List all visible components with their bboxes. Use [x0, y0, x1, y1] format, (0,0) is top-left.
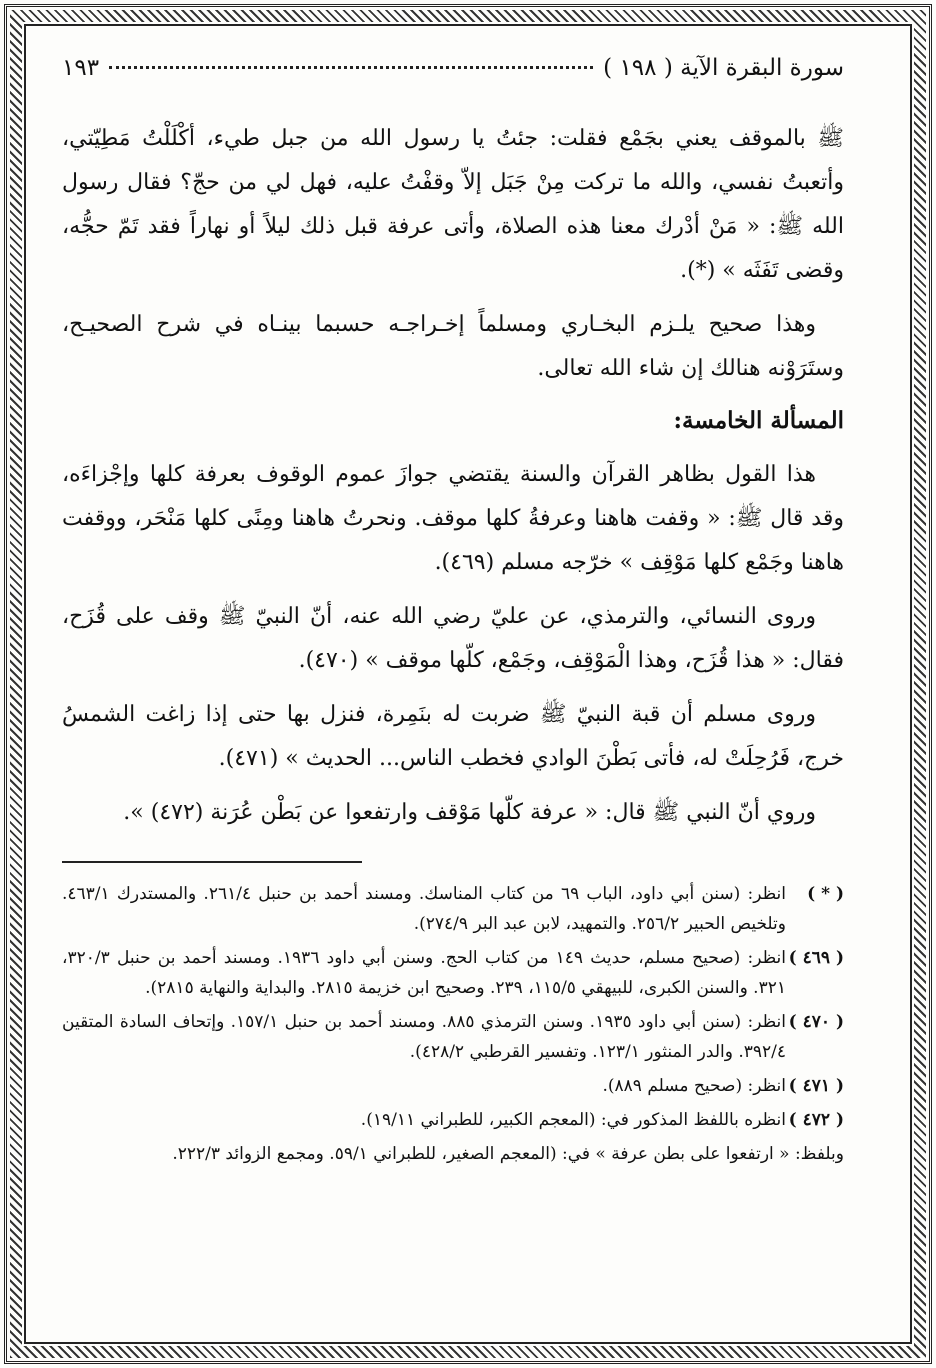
footnote-number: ( ٤٧١ )	[788, 1076, 844, 1096]
footnote-number: ( * )	[807, 884, 844, 904]
section-paragraph-1: هذا القول بظاهر القرآن والسنة يقتضي جوازَ عموم الوقوف بعرفة كلها وإجْزاءَه، وقد قال ﷺ: « وقفت هاهنا وعرفةُ كلها موقف. ونحرتُ هاهنا ومِنًى كلها مَنْحَر، ووقفت هاهنا وجَمْع كلها مَوْقِف » خرّجه مسلم (٤٦٩).	[62, 462, 844, 575]
footnote	[62, 943, 844, 1003]
footnote	[62, 1105, 844, 1135]
footnote-text: انظره باللفظ المذكور في: (المعجم الكبير، للطبراني ١٩/١١).	[360, 1110, 786, 1130]
footnote	[62, 879, 844, 939]
header-title: سورة البقرة الآية ( ١٩٨ )	[603, 55, 844, 81]
running-header	[62, 55, 844, 81]
paragraph-2: وهذا صحيح يلـزم البخـاري ومسلماً إخـراجـه حسبما بينـاه في شرح الصحيـح، وستَرَوْنه هنالك إن شاء الله تعالى.	[62, 312, 844, 381]
footnotes	[62, 879, 844, 1169]
footnote-number: ( ٤٧٢ )	[788, 1110, 844, 1130]
section-paragraph-3: وروى مسلم أن قبة النبيّ ﷺ ضربت له بنَمِرة، فنزل بها حتى إذا زاغت الشمسُ خرج، فَرُحِلَتْ له، فأتى بَطْنَ الوادي فخطب الناس... الحديث » (٤٧١).	[62, 702, 844, 771]
section-heading: المسألة الخامسة:	[673, 407, 844, 434]
footnote-number: ( ٤٦٩ )	[788, 948, 844, 968]
page-content	[62, 55, 844, 1328]
section-paragraph-4: وروي أنّ النبي ﷺ قال: « عرفة كلّها مَوْقف وارتفعوا عن بَطْن عُرَنة (٤٧٢) ».	[123, 800, 816, 825]
footnote-text: انظر: (سنن أبي داود، الباب ٦٩ من كتاب المناسك. ومسند أحمد بن حنبل ٢٦١/٤. والمستدرك ٤٦٣/١. وتلخيص الحبير ٢٥٦/٢. والتمهيد، لابن عبد البر ٢٧٤/٩).	[62, 884, 787, 934]
header-dot-leader	[109, 66, 593, 69]
paragraph-1: ﷺ بالموقف يعني بجَمْع فقلت: جئتُ يا رسول الله من جبل طيء، أكْلَلْتُ مَطِيّتي، وأتعبتُ نفسي، والله ما تركت مِنْ جَبَل إلاّ وقفْتُ عليه، فهل لي من حجّ؟ فقال رسول الله ﷺ: « مَنْ أدْرك معنا هذه الصلاة، وأتى عرفة قبل ذلك ليلاً أو نهاراً فقد تَمّ حجُّه، وقضى تَفَثَه » (*).	[62, 126, 844, 283]
page-number: ١٩٣	[62, 55, 100, 81]
footnote-number: ( ٤٧٠ )	[788, 1012, 844, 1032]
section-paragraph-2: وروى النسائي، والترمذي، عن عليّ رضي الله عنه، أنّ النبيّ ﷺ وقف على قُزَح، فقال: « هذا قُزَح، وهذا الْمَوْقِف، وجَمْع، كلّها موقف » (٤٧٠).	[62, 604, 844, 673]
footnote	[62, 1007, 844, 1067]
footnote-continuation	[62, 1139, 844, 1169]
footnote	[62, 1071, 844, 1101]
footnote-text: انظر: (سنن أبي داود ١٩٣٥. وسنن الترمذي ٨٨٥. ومسند أحمد بن حنبل ١٥٧/١. وإتحاف السادة المتقين ٣٩٢/٤. والدر المنثور ١٢٣/١. وتفسير القرطبي ٤٢٨/٢).	[62, 1012, 787, 1062]
footnote-separator	[62, 861, 362, 863]
footnote-text: انظر: (صحيح مسلم، حديث ١٤٩ من كتاب الحج. وسنن أبي داود ١٩٣٦. ومسند أحمد بن حنبل ٣٢٠/٣، ٣٢١. والسنن الكبرى، للبيهقي ١١٥/٥، ٢٣٩. وصحيح ابن خزيمة ٢٨١٥. والبداية والنهاية ٢٨١٥).	[62, 948, 786, 998]
footnote-text: انظر: (صحيح مسلم ٨٨٩).	[602, 1076, 786, 1096]
footnote-text: وبلفظ: « ارتفعوا على بطن عرفة » في: (المعجم الصغير، للطبراني ٥٩/١. ومجمع الزوائد ٢٢٢/٣.	[172, 1144, 844, 1164]
